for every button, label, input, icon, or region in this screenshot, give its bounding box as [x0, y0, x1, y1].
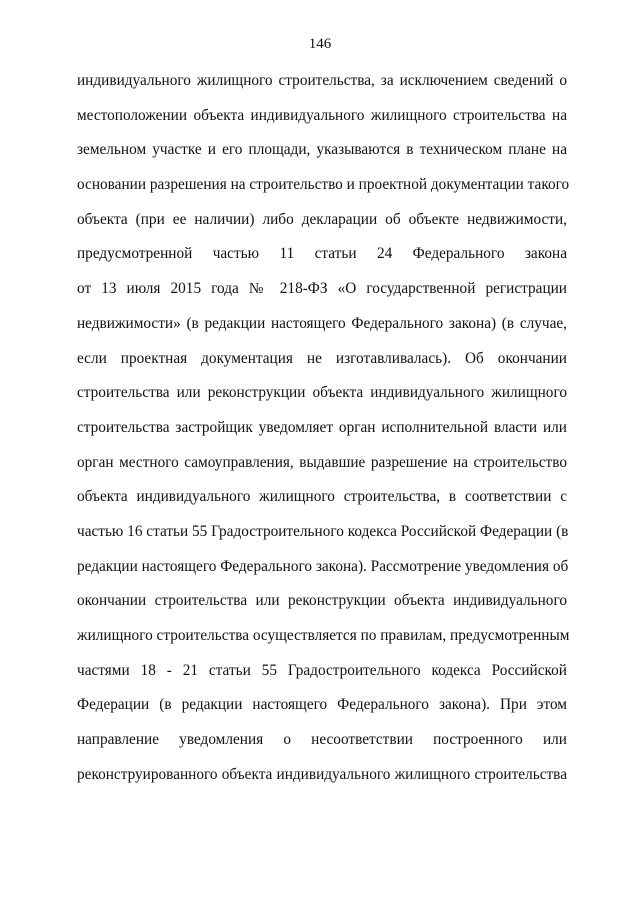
text-line: местоположении объекта индивидуального жилищного строительства на — [77, 106, 567, 124]
text-line: редакции настоящего Федерального закона). Рассмотрение уведомления об — [77, 557, 569, 575]
text-line: окончании строительства или реконструкции объекта индивидуального — [77, 592, 567, 610]
text-line: реконструированного объекта индивидуального жилищного строительства — [77, 765, 567, 783]
text-line: если проектная документация не изготавливалась). Об окончании — [77, 349, 567, 367]
text-line: объекта индивидуального жилищного строительства, в соответствии с — [77, 488, 567, 506]
body-text — [77, 64, 570, 792]
text-line: орган местного самоуправления, выдавшие разрешение на строительство — [77, 453, 567, 471]
text-line: предусмотренной частью 11 статьи 24 Федерального закона — [77, 245, 567, 263]
text-line: направление уведомления о несоответствии построенного или — [77, 731, 567, 749]
text-line: строительства застройщик уведомляет орган исполнительной власти или — [77, 418, 567, 436]
text-line: строительства или реконструкции объекта индивидуального жилищного — [77, 384, 567, 402]
text-line: Федерации (в редакции настоящего Федерального закона). При этом — [77, 696, 567, 714]
text-line: жилищного строительства осуществляется по правилам, предусмотренным — [77, 627, 570, 644]
page-number: 146 — [308, 36, 332, 52]
text-line: объекта (при ее наличии) либо декларации об объекте недвижимости, — [77, 210, 567, 228]
text-line: основании разрешения на строительство и проектной документации такого — [77, 176, 570, 194]
text-line: индивидуального жилищного строительства, за исключением сведений о — [77, 72, 567, 89]
text-line: недвижимости» (в редакции настоящего Федерального закона) (в случае, — [77, 314, 567, 332]
text-line: частью 16 статьи 55 Градостроительного кодекса Российской Федерации (в — [77, 522, 569, 540]
text-line: земельном участке и его площади, указываются в техническом плане на — [77, 141, 567, 159]
text-line: частями 18 - 21 статьи 55 Градостроительного кодекса Российской — [77, 661, 567, 679]
text-line: от 13 июля 2015 года № 218-ФЗ «О государственной регистрации — [77, 280, 567, 298]
